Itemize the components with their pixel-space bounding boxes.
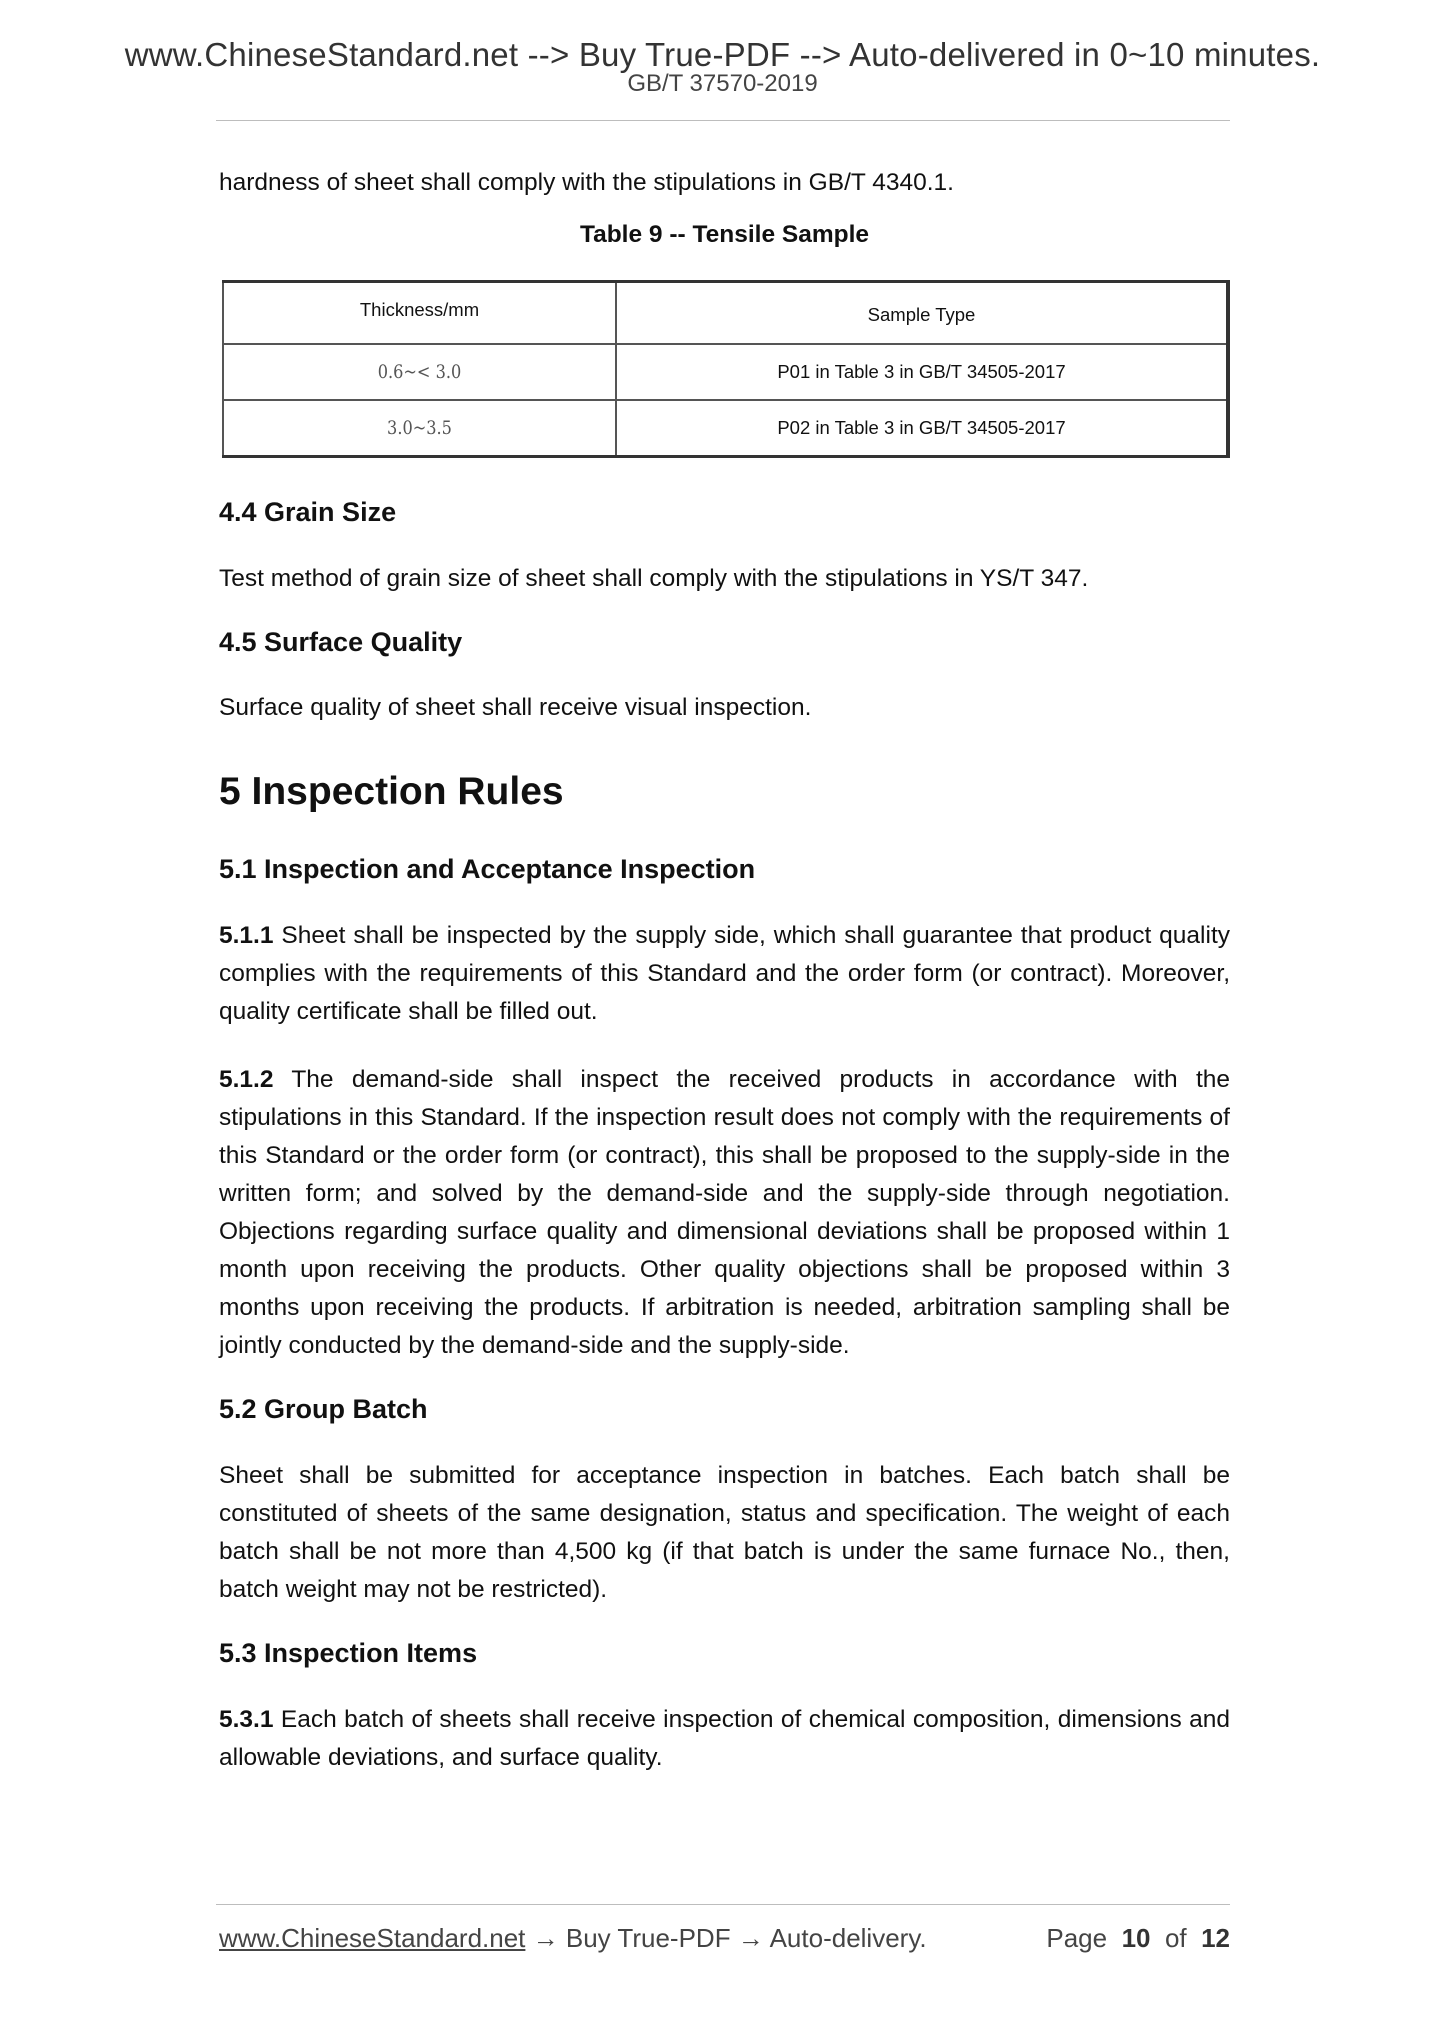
paragraph-4-5: Surface quality of sheet shall receive visual inspection. xyxy=(219,694,812,721)
page-label: Page xyxy=(1046,1923,1108,1953)
clause-number: 5.1.2 xyxy=(219,1066,274,1093)
paragraph-4-4: Test method of grain size of sheet shall comply with the stipulations in YS/T 347. xyxy=(219,565,1089,592)
heading-4-4: 4.4 Grain Size xyxy=(219,497,397,527)
footer-site-link[interactable]: www.ChineseStandard.net xyxy=(219,1923,526,1953)
footer-auto-text: Auto-delivery. xyxy=(763,1923,927,1953)
page-indicator xyxy=(1046,1922,1230,1954)
paragraph-5-2: Sheet shall be submitted for acceptance inspection in batches. Each batch shall be constituted of sheets of the same designation, status and specification. The weight of each batch shall be not more than 4,500 kg (if that batch is under the same furnace No., then, batch weight may not be restricted). xyxy=(219,1462,1230,1603)
column-header-thickness: Thickness/mm xyxy=(223,282,616,345)
header-divider xyxy=(216,120,1230,121)
clause-number: 5.1.1 xyxy=(219,922,274,949)
heading-5-3: 5.3 Inspection Items xyxy=(219,1638,478,1668)
page-footer xyxy=(219,1922,1230,1954)
footer-divider xyxy=(216,1904,1230,1905)
sample-type-cell: P02 in Table 3 in GB/T 34505-2017 xyxy=(616,400,1228,457)
heading-5-1: 5.1 Inspection and Acceptance Inspection xyxy=(219,854,756,884)
clause-text: Each batch of sheets shall receive inspection of chemical composition, dimensions and allowable deviations, and surface quality. xyxy=(219,1706,1230,1771)
clause-text: The demand-side shall inspect the received products in accordance with the stipulations in this Standard. If the inspection result does not comply with the requirements of this Standard or the order form (or contract), this shall be proposed to the supply-side in the written form; and solved by the demand-side and the supply-side through negotiation. Objections regarding surface quality and dimensional deviations shall be proposed within 1 month upon receiving the products. Other quality objections shall be proposed within 3 months upon receiving the products. If arbitration is needed, arbitration sampling shall be jointly conducted by the demand-side and the supply-side. xyxy=(219,1066,1230,1359)
sample-type-cell: P01 in Table 3 in GB/T 34505-2017 xyxy=(616,344,1228,400)
page-total: 12 xyxy=(1201,1923,1230,1953)
heading-4-5: 4.5 Surface Quality xyxy=(219,627,463,657)
table-9-caption: Table 9 -- Tensile Sample xyxy=(579,221,870,248)
paragraph-5-3-1 xyxy=(219,1701,1230,1777)
standard-code: GB/T 37570-2019 xyxy=(627,70,818,97)
page-content xyxy=(219,164,1230,1777)
tensile-sample-table xyxy=(222,280,1230,458)
source-banner: www.ChineseStandard.net --> Buy True-PDF --> Auto-delivered in 0~10 minutes. xyxy=(124,36,1321,73)
of-label: of xyxy=(1164,1923,1187,1953)
intro-paragraph: hardness of sheet shall comply with the stipulations in GB/T 4340.1. xyxy=(219,169,954,196)
table-header-row xyxy=(223,282,1228,345)
table-row xyxy=(223,344,1228,400)
thickness-cell: 3.0~3.5 xyxy=(252,400,586,457)
arrow-right-icon: → xyxy=(532,1923,559,1953)
footer-buy-text: Buy True-PDF xyxy=(558,1923,738,1953)
page-number: 10 xyxy=(1121,1923,1151,1953)
clause-text: Sheet shall be inspected by the supply side, which shall guarantee that product quality complies with the requirements of this Standard and the order form (or contract). Moreover, quality certificate shall be filled out. xyxy=(219,922,1230,1025)
heading-5: 5 Inspection Rules xyxy=(219,770,564,813)
arrow-right-icon: → xyxy=(737,1923,764,1953)
paragraph-5-1-1 xyxy=(219,917,1230,1031)
column-header-sample-type: Sample Type xyxy=(616,282,1228,345)
thickness-cell: 0.6~< 3.0 xyxy=(252,344,586,400)
paragraph-5-1-2 xyxy=(219,1061,1230,1365)
heading-5-2: 5.2 Group Batch xyxy=(219,1394,428,1424)
table-row xyxy=(223,400,1228,457)
clause-number: 5.3.1 xyxy=(219,1706,274,1733)
